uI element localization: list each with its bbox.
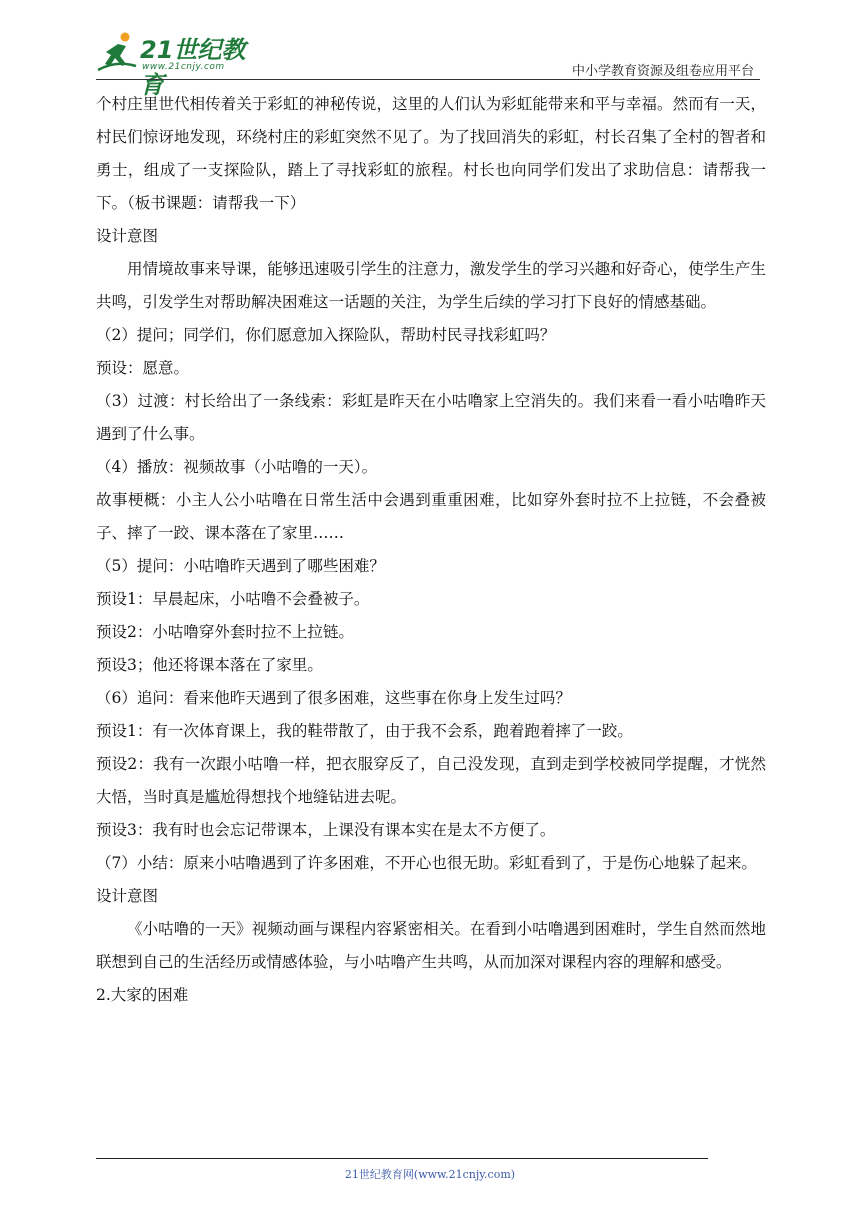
paragraph: 用情境故事来导课，能够迅速吸引学生的注意力，激发学生的学习兴趣和好奇心，使学生产生共鸣，引发学生对帮助解决困难这一话题的关注，为学生后续的学习打下良好的情感基础。 [96, 260, 766, 311]
paragraph: 预设2：我有一次跟小咕噜一样，把衣服穿反了，自己没发现，直到走到学校被同学提醒，才恍然大悟，当时真是尴尬得想找个地缝钻进去呢。 [96, 755, 766, 806]
paragraph: （5）提问：小咕噜昨天遇到了哪些困难？ [96, 557, 385, 575]
paragraph: 个村庄里世代相传着关于彩虹的神秘传说，这里的人们认为彩虹能带来和平与幸福。然而有一天，村民们惊讶地发现，环绕村庄的彩虹突然不见了。为了找回消失的彩虹，村长召集了全村的智者和勇士，组成了一支探险队，踏上了寻找彩虹的旅程。村长也向同学们发出了求助信息：请帮我一下。（板书课题：请帮我一下） [96, 95, 766, 212]
paragraph: （7）小结：原来小咕噜遇到了许多困难，不开心也很无助。彩虹看到了，于是伤心地躲了起来。 [96, 854, 757, 872]
paragraph: （6）追问：看来他昨天遇到了很多困难，这些事在你身上发生过吗？ [96, 689, 571, 707]
paragraph: 预设3；他还将课本落在了家里。 [96, 656, 323, 674]
paragraph: 预设3：我有时也会忘记带课本，上课没有课本实在是太不方便了。 [96, 821, 556, 839]
footer-link[interactable]: 21世纪教育网(www.21cnjy.com) [344, 1168, 516, 1181]
document-body [96, 88, 766, 1012]
footer-divider [96, 1158, 708, 1159]
paragraph: 预设2：小咕噜穿外套时拉不上拉链。 [96, 623, 354, 641]
paragraph: 2.大家的困难 [96, 986, 189, 1004]
paragraph: 故事梗概：小主人公小咕噜在日常生活中会遇到重重困难，比如穿外套时拉不上拉链，不会叠被子、摔了一跤、课本落在了家里…… [96, 491, 766, 542]
site-logo[interactable] [96, 28, 266, 99]
running-figure-icon [96, 30, 140, 74]
paragraph: （3）过渡：村长给出了一条线索：彩虹是昨天在小咕噜家上空消失的。我们来看一看小咕噜昨天遇到了什么事。 [96, 392, 766, 443]
paragraph: 《小咕噜的一天》视频动画与课程内容紧密相关。在看到小咕噜遇到困难时，学生自然而然地联想到自己的生活经历或情感体验，与小咕噜产生共鸣，从而加深对课程内容的理解和感受。 [96, 920, 766, 971]
paragraph: （4）播放：视频故事（小咕噜的一天）。 [96, 458, 378, 476]
paragraph: 预设1：有一次体育课上，我的鞋带散了，由于我不会系，跑着跑着摔了一跤。 [96, 722, 633, 740]
logo-url: www.21cnjy.com [142, 62, 225, 72]
page-header [96, 28, 760, 99]
platform-name: 中小学教育资源及组卷应用平台 [571, 64, 754, 79]
paragraph: 预设1：早晨起床，小咕噜不会叠被子。 [96, 590, 370, 608]
header-divider [96, 79, 760, 80]
paragraph: 设计意图 [96, 227, 159, 245]
paragraph: 设计意图 [96, 887, 159, 905]
paragraph: （2）提问；同学们，你们愿意加入探险队，帮助村民寻找彩虹吗？ [96, 326, 556, 344]
logo-text: 21世纪教育 [140, 36, 246, 99]
paragraph: 预设：愿意。 [96, 359, 190, 377]
